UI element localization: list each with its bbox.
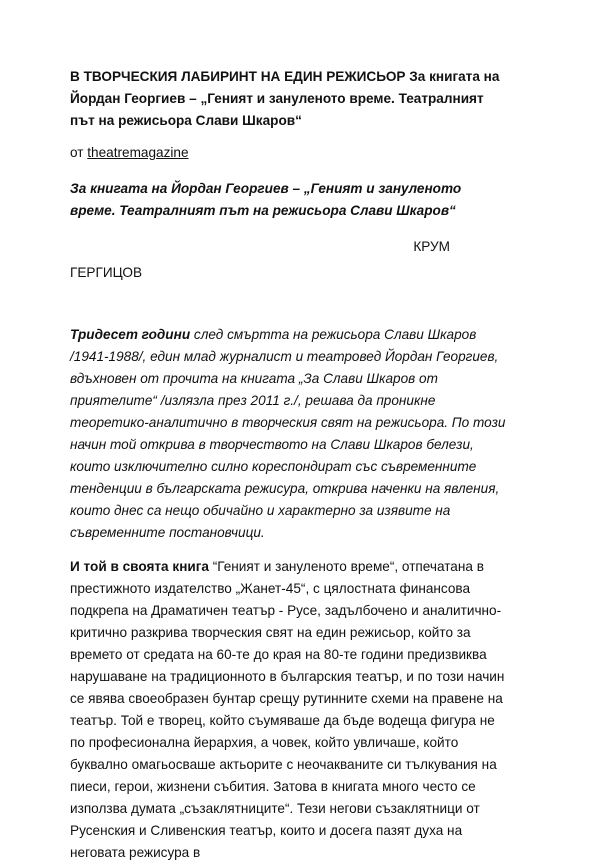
source-prefix: от	[70, 145, 88, 160]
article-subtitle: За книгата на Йордан Георгиев – „Геният и зануленото време. Театралният път на режисьора Слави Шкаров“	[70, 181, 462, 218]
source-link[interactable]: theatremagazine	[87, 145, 189, 160]
author-byline	[70, 236, 510, 284]
paragraph-2-body: “Геният и зануленото време“, отпечатана в престижното издателство „Жанет-45“, с цялостната финансова подкрепа на Драматичен театър - Русе, задълбочено и аналитично-критично разкрива творческия свят на един режисьор, който за времето от средата на 60-те до края на 80-те години предизвиква нарушаване на традиционното в българския театър, и по този начин се явява своеобразен бунтар срещу рутинните схеми на правене на театър. Той е творец, който съумяваше да бъде водеща фигура не по професионална йерархия, а човек, който увличаше, който буквално омагьосваше актьорите с неочакваните си тълкувания на пиеси, герои, жизнени събития. Затова в книгата много често се използва думата „съзаклятниците“. Тези негови съзаклятници от Русенския и Сливенския театър, които и досега пазят духа на неговата режисура в	[70, 559, 505, 860]
article-title: В ТВОРЧЕСКИЯ ЛАБИРИНТ НА ЕДИН РЕЖИСЬОР За книгата на Йордан Георгиев – „Геният и зануленото време. Театралният път на режисьора Слави Шкаров“	[70, 69, 500, 128]
author-first-name: КРУМ	[413, 239, 450, 254]
paragraph-1-body: след смъртта на режисьора Слави Шкаров /1941-1988/, един млад журналист и театровед Йордан Георгиев, вдъхновен от прочита на книгата „За Слави Шкаров от приятелите“ /излязла през 2011 г./, решава да проникне теоретико-аналитично в творческия свят на режисьора. По този начин той открива в творчеството на Слави Шкаров белези, които изключително силно кореспондират със съвременните тенденции в българската режисура, открива наченки на явления, които днес са нещо обичайно и характерно за изявите на съвременните постановчици.	[70, 327, 506, 540]
paragraph-2-lead: И той в своята книга	[70, 559, 209, 574]
document-page	[70, 66, 510, 864]
paragraph-2	[70, 556, 510, 864]
source-line	[70, 142, 510, 164]
author-last-name: ГЕРГИЦОВ	[70, 265, 143, 280]
paragraph-1-lead: Тридесет години	[70, 327, 191, 342]
paragraph-1	[70, 324, 510, 544]
